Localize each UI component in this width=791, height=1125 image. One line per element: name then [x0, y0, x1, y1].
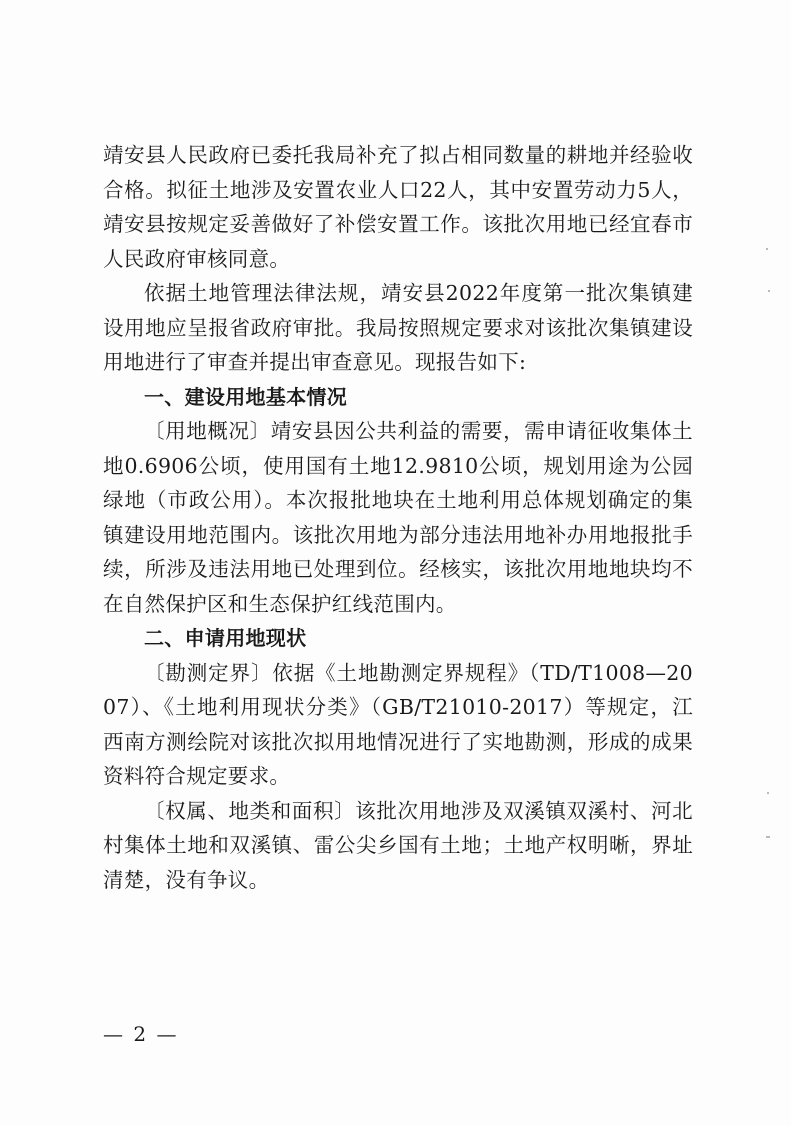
section-heading-basic-info: 一、建设用地基本情况 [144, 384, 347, 409]
paragraph-land-overview: 〔用地概况〕靖安县因公共利益的需要，需申请征收集体土地0.6906公顷，使用国有土地12.9810公顷，规划用途为公园绿地（市政公用）。本次报批地块在土地利用总体规划确定的集镇建设用地范围内。该批次用地为部分违法用地补办用地报批手续，所涉及违法用地已处理到位。经核实，该批次用地地块均不在自然保护区和生态保护红线范围内。 [103, 419, 693, 616]
document-body [103, 138, 693, 897]
paragraph-continuation: 靖安县人民政府已委托我局补充了拟占相同数量的耕地并经验收合格。拟征土地涉及安置农业人口22人，其中安置劳动力5人，靖安县按规定妥善做好了补偿安置工作。该批次用地已经宜春市人民政府审核同意。 [103, 143, 693, 271]
scan-artifact [766, 836, 770, 838]
paragraph-survey-boundary: 〔勘测定界〕依据《土地勘测定界规程》（TD/T1008—2007）、《土地利用现状分类》（GB/T21010-2017）等规定，江西南方测绘院对该批次拟用地情况进行了实地勘测，形成的成果资料符合规定要求。 [103, 660, 693, 788]
paragraph-legal-basis: 依据土地管理法律法规，靖安县2022年度第一批次集镇建设用地应呈报省政府审批。我局按照规定要求对该批次集镇建设用地进行了审查并提出审查意见。现报告如下: [103, 281, 693, 374]
paragraph-ownership-area: 〔权属、地类和面积〕该批次用地涉及双溪镇双溪村、河北村集体土地和双溪镇、雷公尖乡国有土地；土地产权明晰，界址清楚，没有争议。 [103, 798, 693, 892]
page-number: — 2 — [103, 1022, 179, 1046]
scan-artifact [766, 248, 768, 250]
scan-artifact [767, 792, 769, 794]
section-heading-current-status: 二、申请用地现状 [144, 626, 307, 650]
scan-artifact [768, 290, 770, 292]
